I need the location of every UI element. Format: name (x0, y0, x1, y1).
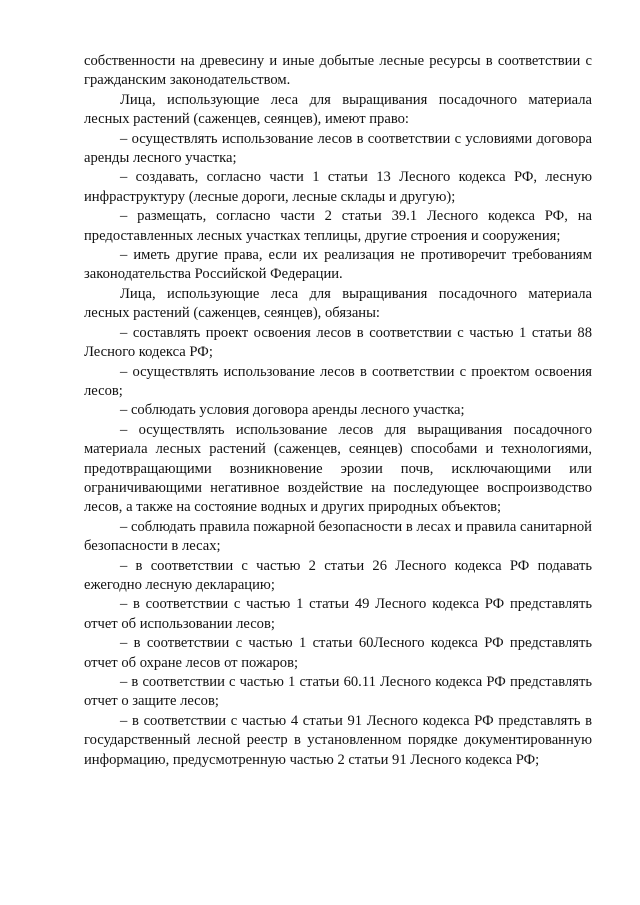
list-item: – в соответствии с частью 1 статьи 60Лесного кодекса РФ представлять отчет об охране лесов от пожаров; (84, 635, 592, 671)
list-item: – создавать, согласно части 1 статьи 13 Лесного кодекса РФ, лесную инфраструктуру (лесные дороги, лесные склады и другую); (84, 169, 592, 205)
document-page (84, 52, 592, 770)
list-item: – иметь другие права, если их реализация не противоречит требованиям законодательства Российской Федерации. (84, 247, 592, 283)
list-item: – в соответствии с частью 1 статьи 60.11 Лесного кодекса РФ представлять отчет о защите лесов; (84, 674, 592, 710)
paragraph: собственности на древесину и иные добытые лесные ресурсы в соответствии с гражданским законодательством. (84, 53, 592, 89)
list-item: – в соответствии с частью 4 статьи 91 Лесного кодекса РФ представлять в государственный лесной реестр в установленном порядке документированную информацию, предусмотренную частью 2 статьи 91 Лесного кодекса РФ; (84, 712, 592, 768)
paragraph: Лица, использующие леса для выращивания посадочного материала лесных растений (саженцев, сеянцев), обязаны: (84, 285, 592, 322)
list-item: – в соответствии с частью 1 статьи 49 Лесного кодекса РФ представлять отчет об использовании лесов; (84, 596, 592, 632)
list-item: – размещать, согласно части 2 статьи 39.1 Лесного кодекса РФ, на предоставленных лесных участках теплицы, другие строения и сооружения; (84, 208, 592, 244)
list-item: – осуществлять использование лесов для выращивания посадочного материала лесных растений (саженцев, сеянцев) способами и технологиями, предотвращающими возникновение эрозии почв, исключающими или ограничивающими негативное воздействие на последующее воспроизводство лесов, а также на состояние водных и других природных объектов; (84, 421, 592, 516)
list-item: – осуществлять использование лесов в соответствии с проектом освоения лесов; (84, 363, 592, 399)
list-item: – соблюдать правила пожарной безопасности в лесах и правила санитарной безопасности в лесах; (84, 518, 592, 555)
list-item: – соблюдать условия договора аренды лесного участка; (120, 402, 465, 419)
list-item: – осуществлять использование лесов в соответствии с условиями договора аренды лесного участка; (84, 130, 592, 167)
list-item: – в соответствии с частью 2 статьи 26 Лесного кодекса РФ подавать ежегодно лесную декларацию; (84, 557, 592, 593)
list-item: – составлять проект освоения лесов в соответствии с частью 1 статьи 88 Лесного кодекса РФ; (84, 324, 592, 361)
paragraph: Лица, использующие леса для выращивания посадочного материала лесных растений (саженцев, сеянцев), имеют право: (84, 91, 592, 128)
